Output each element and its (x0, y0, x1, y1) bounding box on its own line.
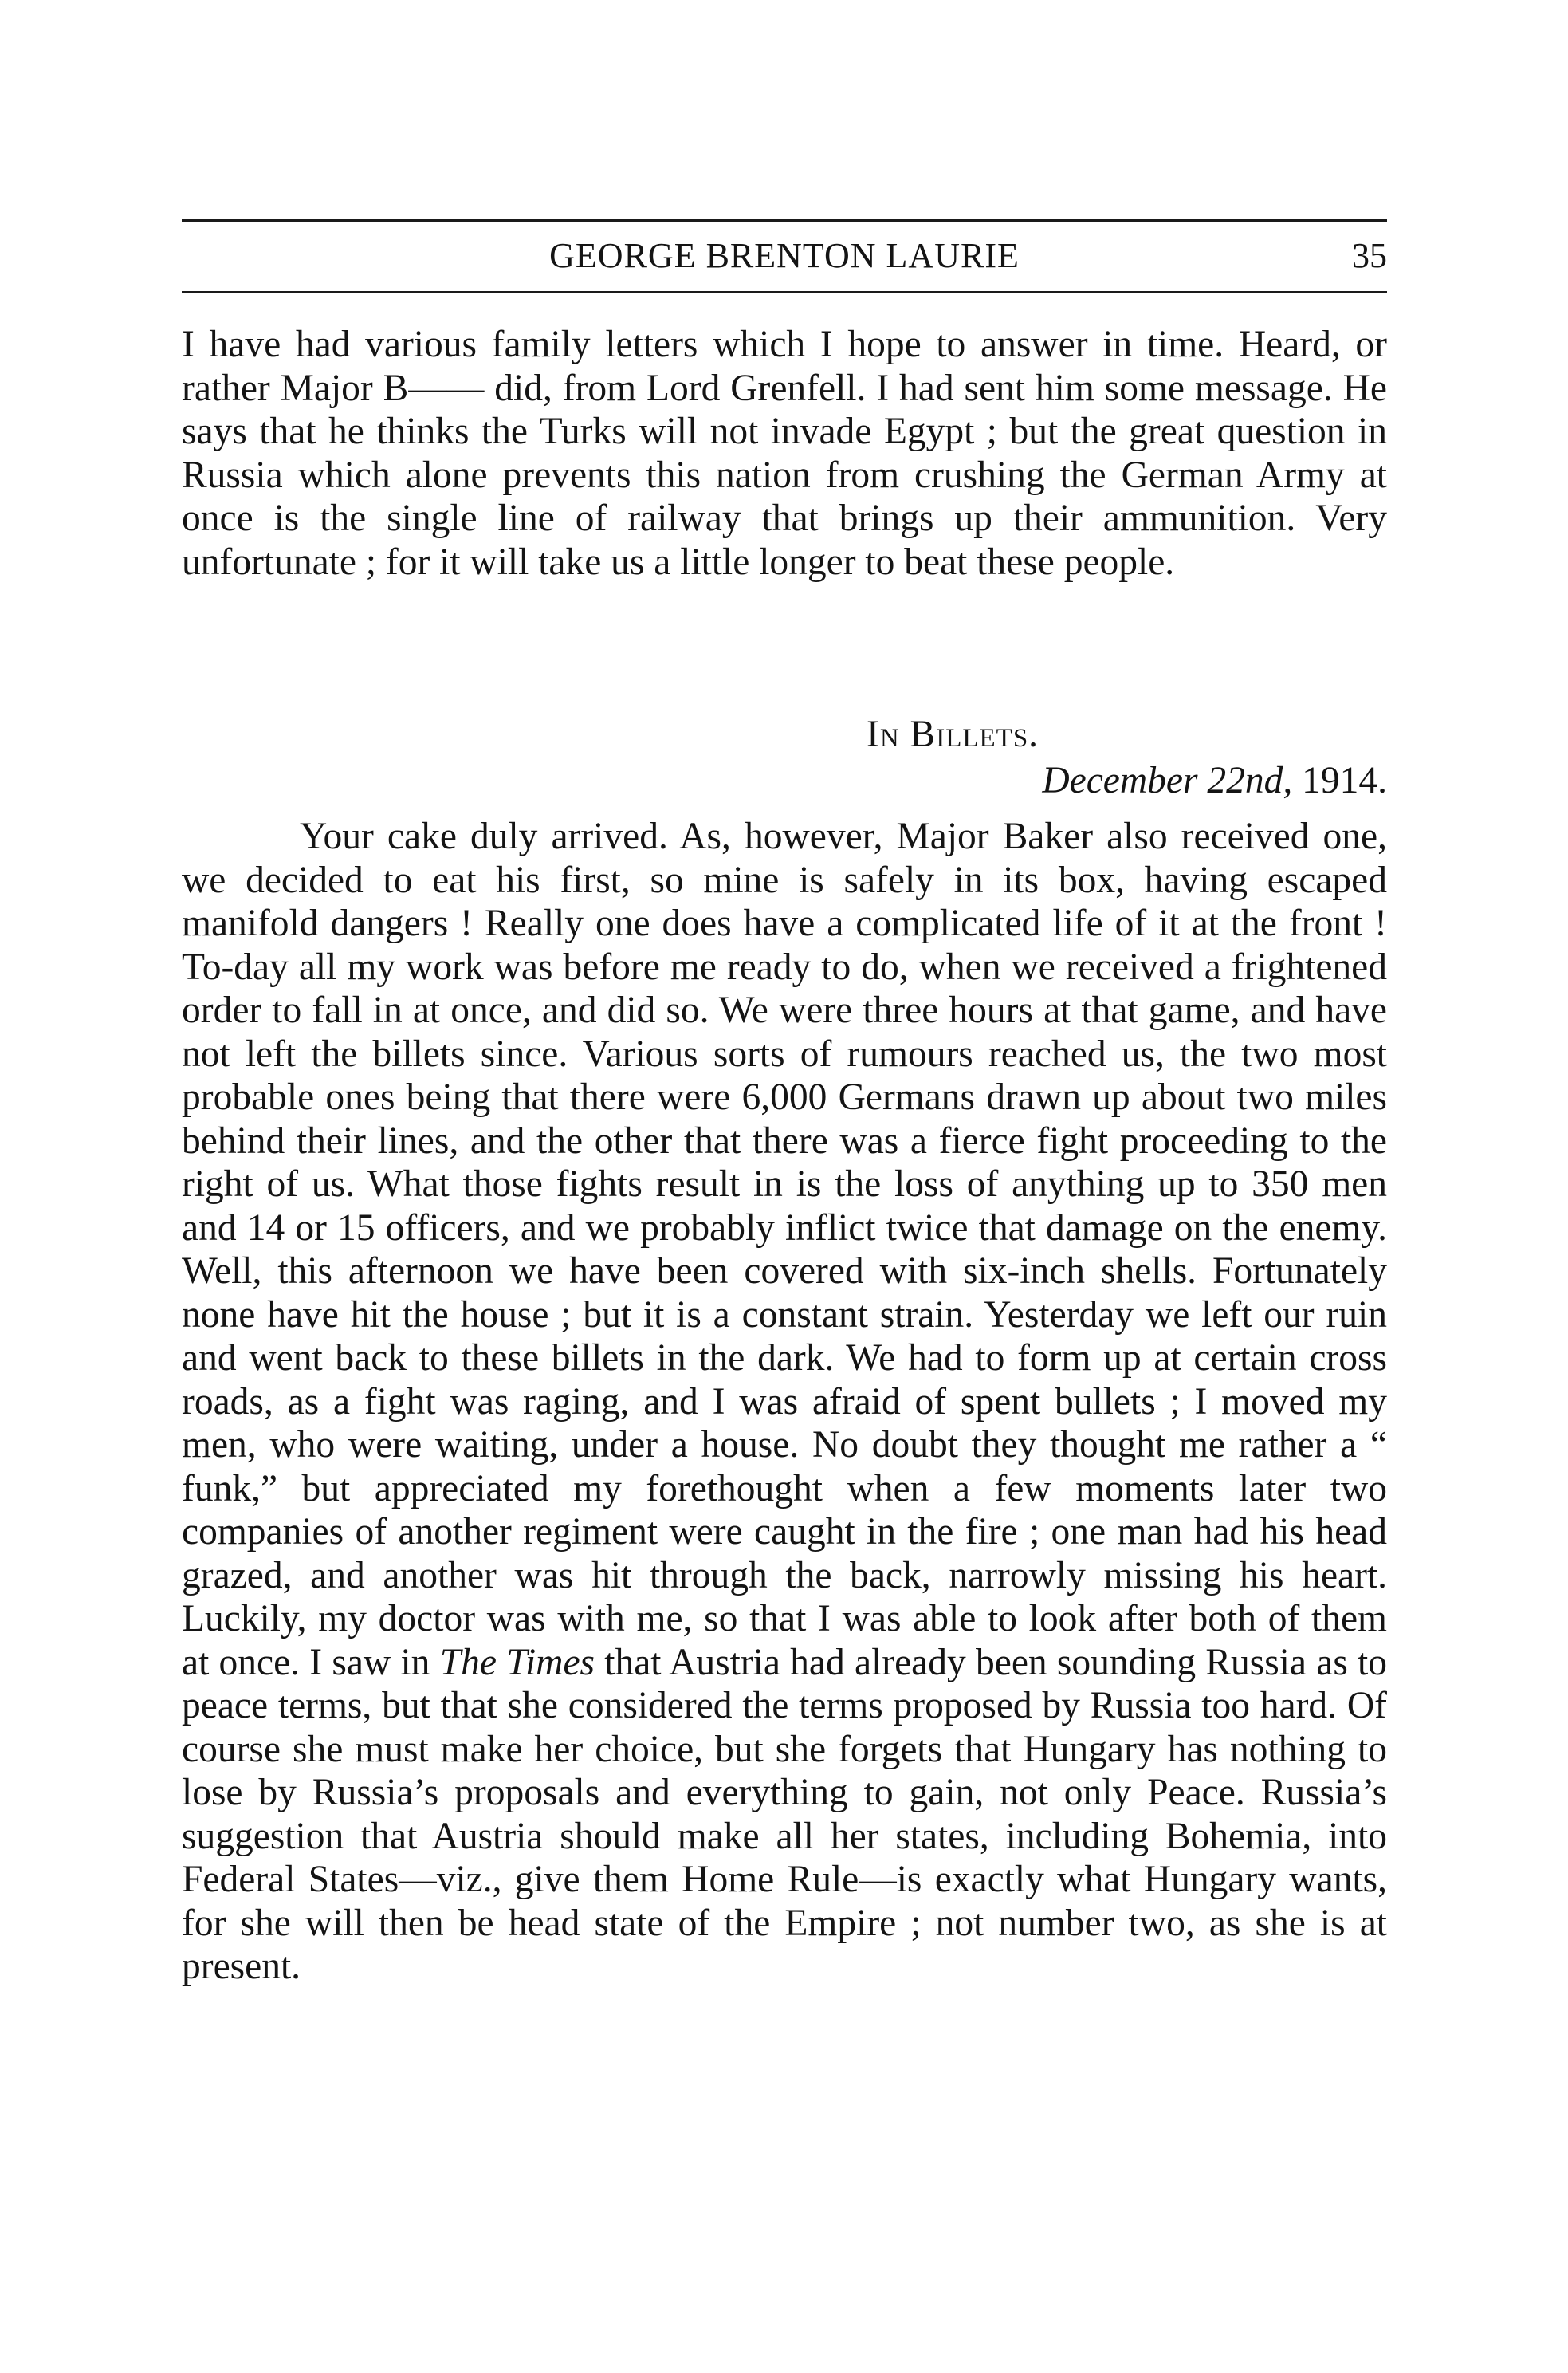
letter-date: December 22nd, (1042, 760, 1293, 801)
paragraph-two (182, 815, 1387, 1989)
paragraph-two-end: that Austria had already been sounding Russia as to peace terms, but that she considered the terms proposed by Russia too hard. Of course she must make her choice, but she forgets that Hungary has nothing to lose by Russia’s proposals and everything to gain, not only Peace. Russia’s suggestion that Austria should make all her states, including Bohemia, into Federal States—viz., give them Home Rule—is exactly what Hungary wants, for she will then be head state of the Empire ; not number two, as she is at present. (182, 1641, 1387, 1987)
letter-date-line (182, 758, 1387, 804)
header-top-rule (182, 219, 1387, 222)
running-header (182, 228, 1387, 284)
paragraph-two-start: Your cake duly arrived. As, however, Major Baker also received one, we decided to eat his first, so mine is safely in its box, having escaped manifold dangers ! Really one does have a complicated life of it at the front ! To-day all my work was before me ready to do, when we received a frightened order to fall in at once, and did so. We were three hours at that game, and have not left the billets since. Various sorts of rumours reached us, the two most probable ones being that there were 6,000 Germans drawn up about two miles behind their lines, and the other that there was a fierce fight proceeding to the right of us. What those fights result in is the loss of anything up to 350 men and 14 or 15 officers, and we probably inflict twice that damage on the enemy. Well, this afternoon we have been covered with six-inch shells. Fortunately none have hit the house ; but it is a constant strain. Yesterday we left our ruin and went back to these billets in the dark. We had to form up at certain cross roads, as a fight was raging, and I was afraid of spent bullets ; I moved my men, who were waiting, under a house. No doubt they thought me rather a “ funk,” but appreciated my forethought when a few moments later two companies of another regiment were caught in the fire ; one man had his head grazed, and another was hit through the back, narrowly missing his heart. Luckily, my doctor was with me, so that I was able to look after both of them at once. I saw in (182, 816, 1387, 1683)
newspaper-title: The Times (439, 1641, 595, 1683)
page-number: 35 (1352, 236, 1387, 275)
letter-heading (182, 711, 1387, 804)
paragraph-one: I have had various family letters which I hope to answer in time. Heard, or rather Major B—— did, from Lord Grenfell. I had sent him some message. He says that he thinks the Turks will not invade Egypt ; but the great question in Russia which alone prevents this nation from crushing the German Army at once is the single line of railway that brings up their ammunition. Very unfortunate ; for it will take us a little longer to beat these people. (182, 324, 1387, 583)
header-bottom-rule (182, 291, 1387, 293)
letter-year: 1914. (1302, 760, 1387, 801)
letter-place: In Billets. (867, 714, 1039, 755)
book-page (182, 0, 1387, 2373)
running-title: GEORGE BRENTON LAURIE (549, 236, 1020, 275)
